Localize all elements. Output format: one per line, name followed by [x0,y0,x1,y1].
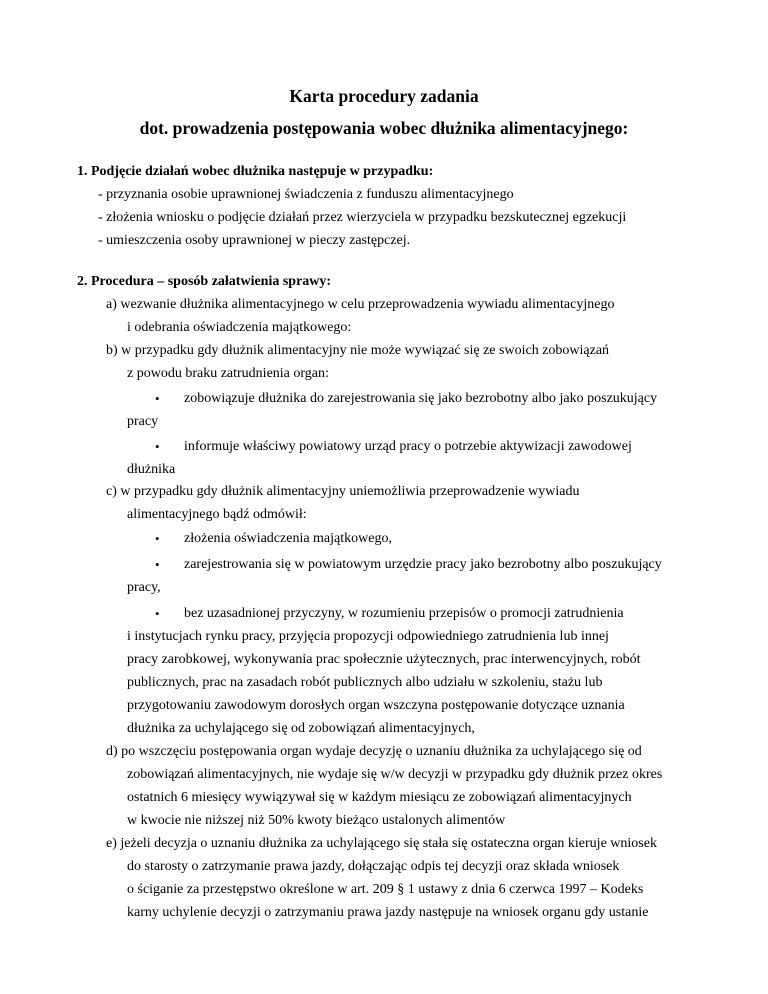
item-e-line: do starosty o zatrzymanie prawa jazdy, dołączając odpis tej decyzji oraz składa wniosek [127,859,620,874]
bullet-icon: • [155,391,160,406]
section-2-heading: 2. Procedura – sposób załatwienia sprawy: [77,274,332,289]
item-e-line: karny uchylenie decyzji o zatrzymaniu prawa jazdy następuje na wniosek organu gdy ustanie [127,905,649,920]
item-b-line: b) w przypadku gdy dłużnik alimentacyjny nie może wywiązać się ze swoich zobowiązań [106,343,610,358]
item-d-line: zobowiązań alimentacyjnych, nie wydaje się w/w decyzji w przypadku gdy dłużnik przez okres [127,767,663,782]
item-c-bullet-3-cont: dłużnika za uchylającego się od zobowiązań alimentacyjnych, [127,721,475,736]
section-1-heading: 1. Podjęcie działań wobec dłużnika następuje w przypadku: [77,164,434,179]
item-d-line: ostatnich 6 miesięcy wywiązywał się w każdym miesiącu ze zobowiązań alimentacyjnych [127,790,632,805]
bullet-icon: • [155,439,160,454]
item-b-line: z powodu braku zatrudnienia organ: [127,366,329,381]
item-b-bullet-1: zobowiązuje dłużnika do zarejestrowania się jako bezrobotny albo jako poszukujący [184,391,658,406]
item-b-bullet-1-cont: pracy [127,414,159,429]
item-e-line: e) jeżeli decyzja o uznaniu dłużnika za uchylającego się stała się ostateczna organ kieruje wniosek [106,836,657,851]
item-a-line: i odebrania oświadczenia majątkowego: [127,320,352,335]
item-d-line: w kwocie nie niższej niż 50% kwoty bieżąco ustalonych alimentów [127,813,506,828]
item-d-line: d) po wszczęciu postępowania organ wydaje decyzję o uznaniu dłużnika za uchylającego się od [106,744,642,759]
item-c-bullet-3-cont: i instytucjach rynku pracy, przyjęcia propozycji odpowiedniego zatrudnienia lub innej [127,629,609,644]
bullet-icon: • [155,606,160,621]
section-1-item: - umieszczenia osoby uprawnionej w pieczy zastępczej. [98,233,411,248]
bullet-icon: • [155,531,160,546]
item-a-line: a) wezwanie dłużnika alimentacyjnego w celu przeprowadzenia wywiadu alimentacyjnego [106,297,615,312]
section-1-item: - złożenia wniosku o podjęcie działań przez wierzyciela w przypadku bezskutecznej egzekucji [98,210,627,225]
item-b-bullet-2: informuje właściwy powiatowy urząd pracy o potrzebie aktywizacji zawodowej [184,439,632,454]
item-c-bullet-1: złożenia oświadczenia majątkowego, [184,531,392,546]
item-c-bullet-3-cont: pracy zarobkowej, wykonywania prac społecznie użytecznych, prac interwencyjnych, robót [127,652,641,667]
item-c-bullet-3-cont: przygotowaniu zawodowym dorosłych organ wszczyna postępowanie dotyczące uznania [127,698,625,713]
document-subtitle: dot. prowadzenia postępowania wobec dłużnika alimentacyjnego: [139,118,629,138]
document-title: Karta procedury zadania [289,86,479,106]
item-e-line: o ściganie za przestępstwo określone w art. 209 § 1 ustawy z dnia 6 czerwca 1997 – Kodeks [127,882,644,897]
item-c-line: c) w przypadku gdy dłużnik alimentacyjny uniemożliwia przeprowadzenie wywiadu [106,484,580,499]
item-c-line: alimentacyjnego bądź odmówił: [127,507,307,522]
item-c-bullet-2-cont: pracy, [127,580,161,595]
item-b-bullet-2-cont: dłużnika [127,462,176,477]
bullet-icon: • [155,557,160,572]
item-c-bullet-3: bez uzasadnionej przyczyny, w rozumieniu przepisów o promocji zatrudnienia [184,606,624,621]
item-c-bullet-2: zarejestrowania się w powiatowym urzędzie pracy jako bezrobotny albo poszukujący [184,557,662,572]
item-c-bullet-3-cont: publicznych, prac na zasadach robót publicznych albo udziału w szkoleniu, stażu lub [127,675,603,690]
section-1-item: - przyznania osobie uprawnionej świadczenia z funduszu alimentacyjnego [98,187,514,202]
